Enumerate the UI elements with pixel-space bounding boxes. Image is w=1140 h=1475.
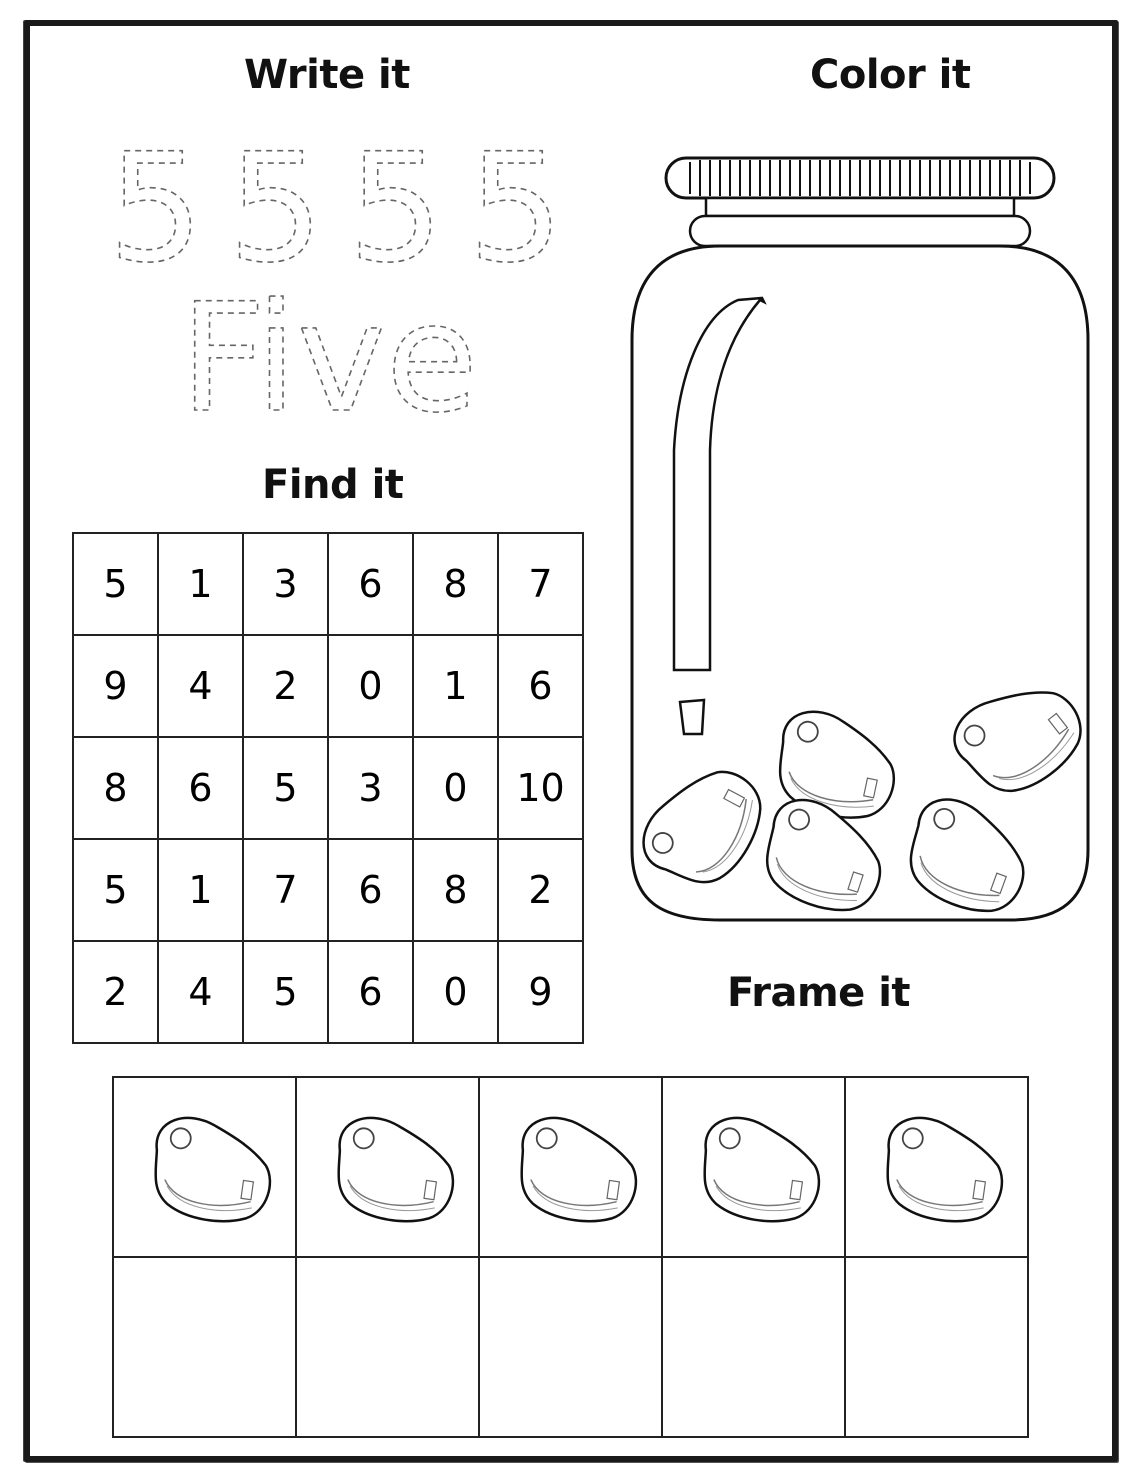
ten-frame-row [113,1077,1028,1257]
ten-frame-cell[interactable] [662,1077,845,1257]
find-grid-cell[interactable]: 6 [328,533,413,635]
find-grid-cell[interactable]: 6 [498,635,583,737]
jar-lid-ridges [690,160,1030,196]
trace-digits [90,122,570,296]
find-grid-cell[interactable]: 2 [243,635,328,737]
ten-frame-row [113,1257,1028,1437]
jellybean-icon [135,1107,275,1227]
find-grid-cell[interactable]: 9 [73,635,158,737]
find-grid-cell[interactable]: 6 [158,737,243,839]
jellybean-jar-icon[interactable] [620,150,1100,930]
jar-neck [706,198,1014,216]
find-grid-cell[interactable]: 1 [158,839,243,941]
jellybean-icon [501,1107,641,1227]
find-it-heading: Find it [262,462,404,508]
ten-frame-cell[interactable] [479,1077,662,1257]
find-grid-cell[interactable]: 4 [158,941,243,1043]
find-grid-cell[interactable]: 9 [498,941,583,1043]
trace-digit[interactable]: 5 [108,122,204,296]
find-grid-cell[interactable]: 7 [243,839,328,941]
find-grid-cell[interactable]: 5 [73,839,158,941]
ten-frame-cell[interactable] [113,1257,296,1437]
find-grid-row [73,941,583,1043]
find-grid-cell[interactable]: 3 [243,533,328,635]
jellybean-icon [318,1107,458,1227]
find-grid-cell[interactable]: 6 [328,839,413,941]
find-grid-cell[interactable]: 2 [73,941,158,1043]
ten-frame-cell[interactable] [845,1257,1028,1437]
find-grid-cell[interactable]: 10 [498,737,583,839]
ten-frame-cell[interactable] [113,1077,296,1257]
find-grid-cell[interactable]: 3 [328,737,413,839]
jar-glare-small [680,700,704,734]
ten-frame [112,1076,1029,1438]
find-grid-cell[interactable]: 2 [498,839,583,941]
find-grid-cell[interactable]: 4 [158,635,243,737]
jellybean-icon [684,1107,824,1227]
find-grid-cell[interactable]: 1 [158,533,243,635]
find-grid-cell[interactable]: 7 [498,533,583,635]
find-grid-row [73,737,583,839]
ten-frame-cell[interactable] [845,1077,1028,1257]
find-grid-cell[interactable]: 0 [413,941,498,1043]
find-grid-row [73,635,583,737]
write-it-heading: Write it [244,52,410,98]
frame-it-heading: Frame it [727,970,911,1016]
ten-frame-cell[interactable] [296,1077,479,1257]
find-grid-cell[interactable]: 8 [413,533,498,635]
find-it-grid [72,532,584,1044]
trace-digit[interactable]: 5 [348,122,444,296]
ten-frame-cell[interactable] [662,1257,845,1437]
find-grid-cell[interactable]: 6 [328,941,413,1043]
color-it-heading: Color it [810,52,971,98]
trace-word[interactable]: Five [180,272,479,446]
find-grid-row [73,839,583,941]
jellybean-icon [867,1107,1007,1227]
find-grid-cell[interactable]: 5 [73,533,158,635]
find-grid-cell[interactable]: 5 [243,941,328,1043]
find-grid-cell[interactable]: 8 [73,737,158,839]
find-grid-cell[interactable]: 0 [328,635,413,737]
trace-digit[interactable]: 5 [228,122,324,296]
ten-frame-cell[interactable] [296,1257,479,1437]
find-grid-cell[interactable]: 5 [243,737,328,839]
jar-rim [690,216,1030,246]
find-grid-cell[interactable]: 8 [413,839,498,941]
ten-frame-cell[interactable] [479,1257,662,1437]
find-grid-cell[interactable]: 0 [413,737,498,839]
find-grid-cell[interactable]: 1 [413,635,498,737]
trace-digit[interactable]: 5 [468,122,564,296]
find-grid-row [73,533,583,635]
trace-word-svg [170,272,479,446]
